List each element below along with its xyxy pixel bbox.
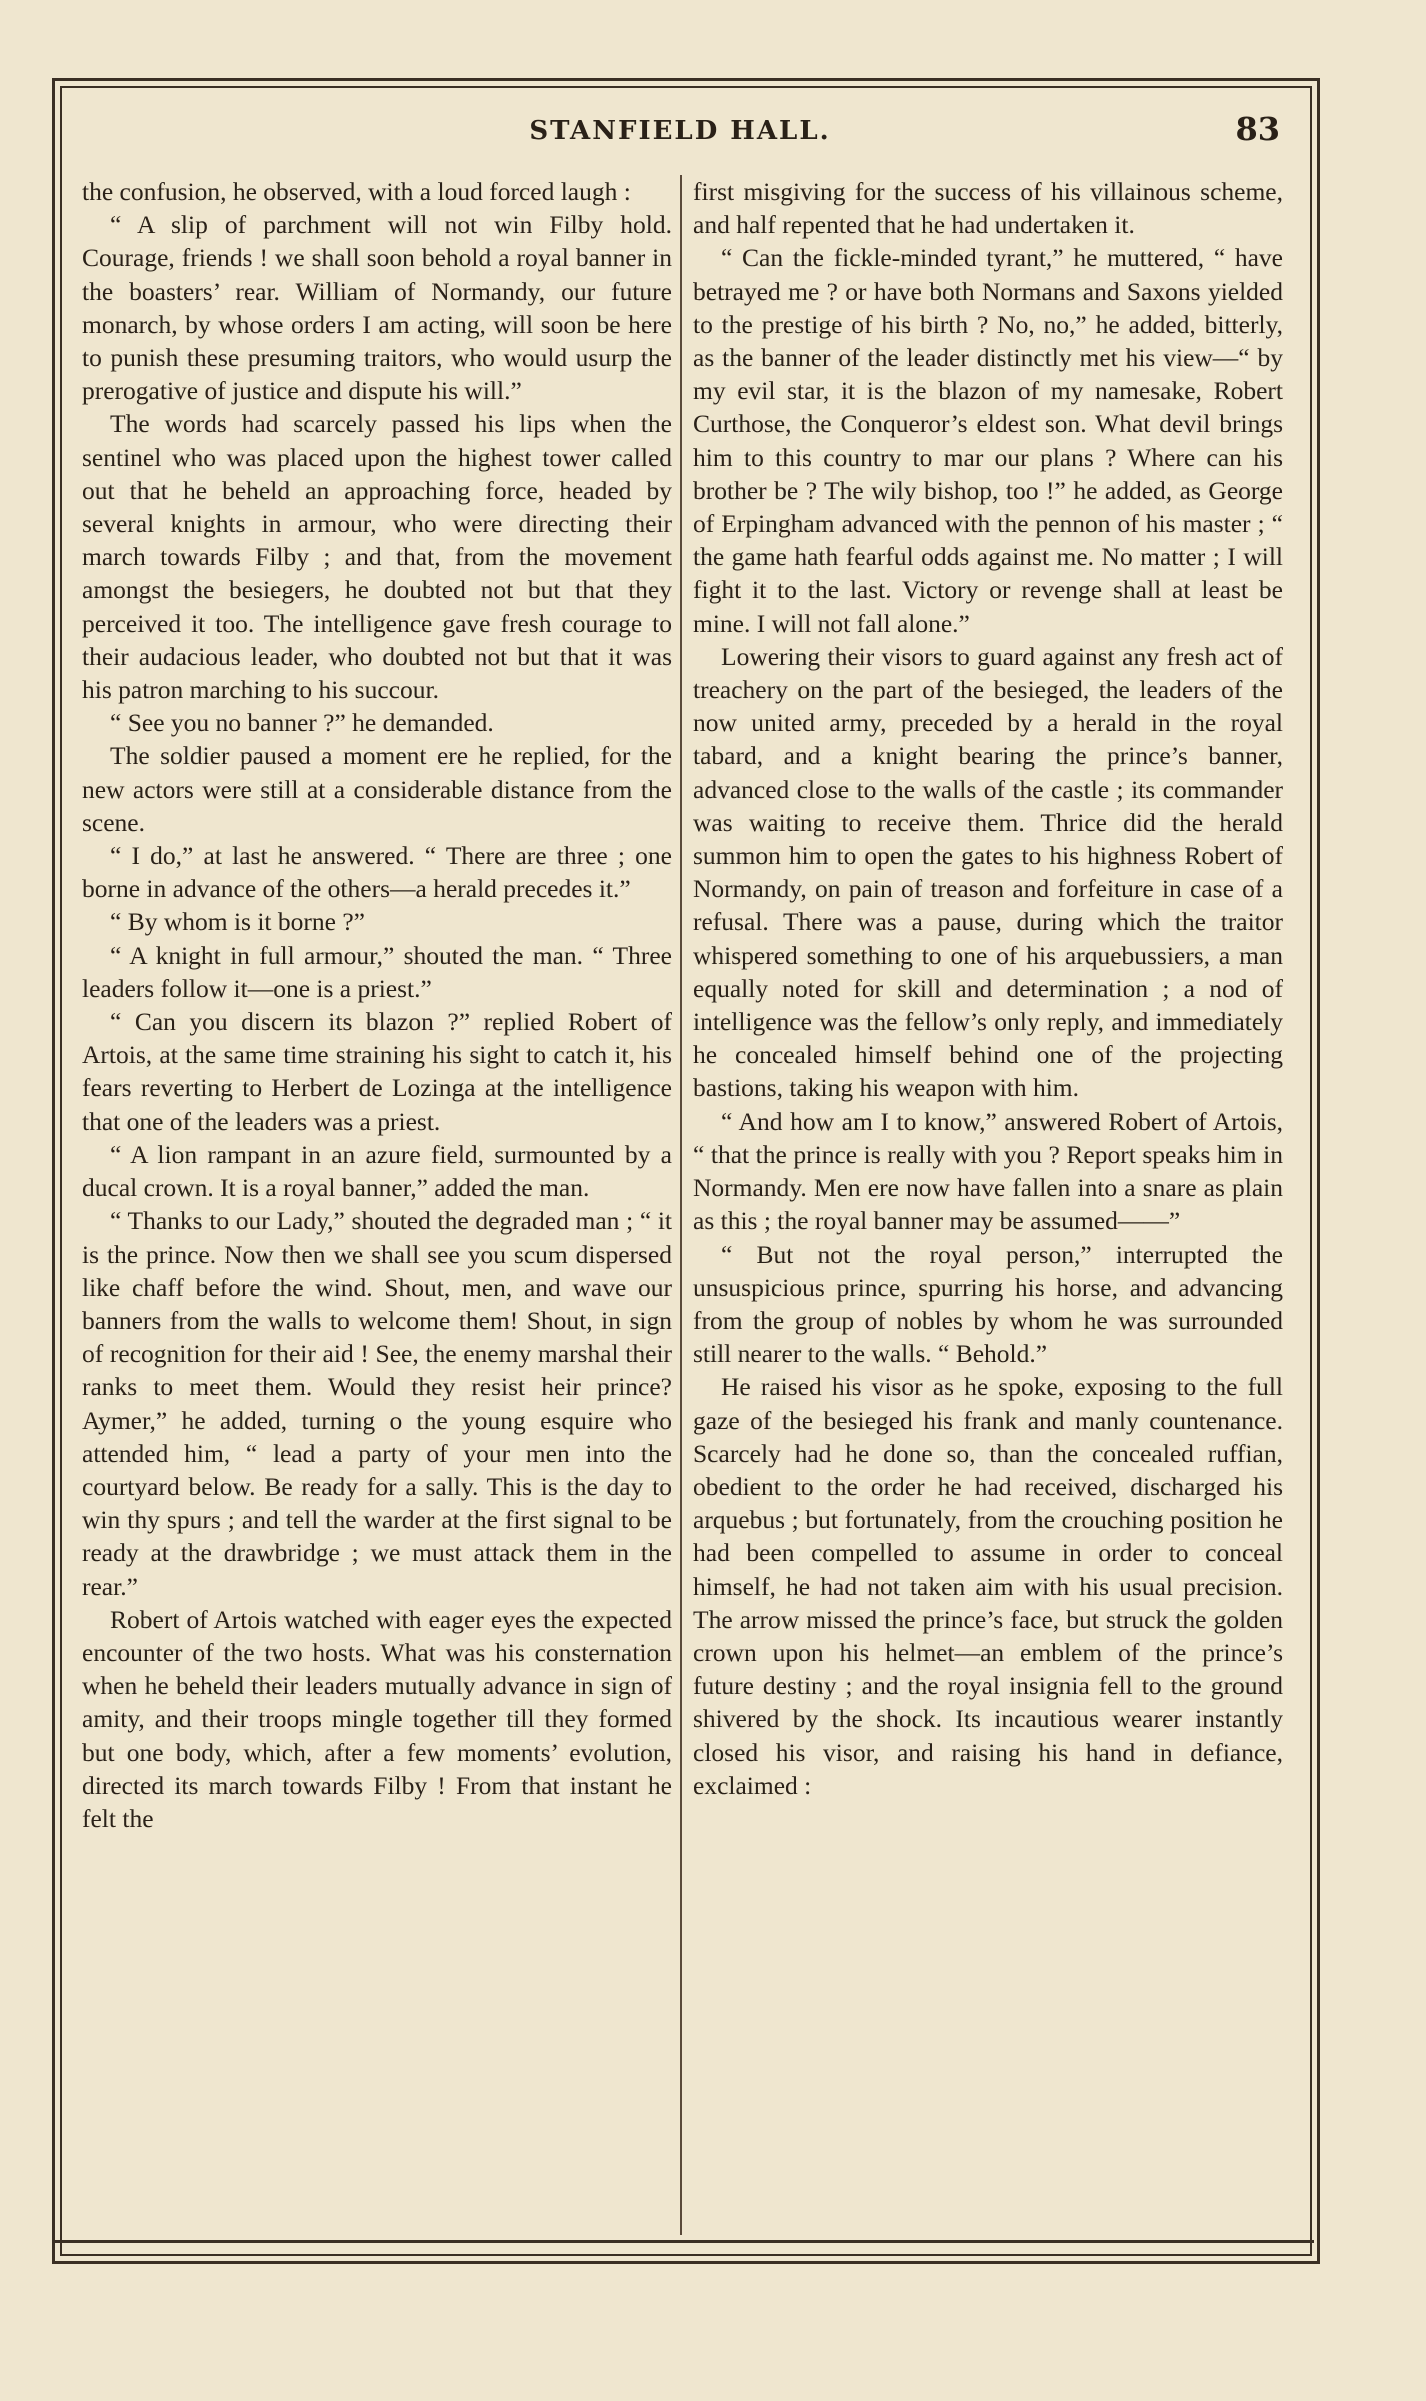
paragraph: first misgiving for the success of his villainous scheme, and half repented that he had undertaken it. xyxy=(693,177,1283,240)
paragraph: “ Can the fickle-minded tyrant,” he muttered, “ have betrayed me ? or have both Normans and Saxons yielded to the prestige of his birth ? No, no,” he added, bitterly, as the banner of the leader distinctly met his view—“ by my evil star, it is the blazon of my namesake, Robert Curthose, the Conqueror’s eldest son. What devil brings him to this country to mar our plans ? Where can his brother be ? The wily bishop, too !” he added, as George of Erpingham advanced with the pennon of his master ; “ the game hath fearful odds against me. No matter ; I will fight it to the last. Victory or revenge shall at least be mine. I will not fall alone.” xyxy=(693,243,1283,638)
paragraph: He raised his visor as he spoke, exposing to the full gaze of the besieged his frank and manly countenance. Scarcely had he done so, than the concealed ruffian, obedient to the order he had received, discharged his arquebus ; but fortunately, from the crouching position he had been compelled to assume in order to conceal himself, he had not taken aim with his usual precision. The arrow missed the prince’s face, but struck the golden crown upon his helmet—an emblem of the prince’s future destiny ; and the royal insignia fell to the ground shivered by the shock. Its incautious wearer instantly closed his visor, and raising his hand in defiance, exclaimed : xyxy=(693,1372,1283,1800)
paragraph: “ And how am I to know,” answered Robert of Artois, “ that the prince is really with you ? Report speaks him in Normandy. Men ere now have fallen into a snare as plain as this ; the royal banner may be assumed——” xyxy=(693,1106,1283,1236)
paragraph: “ But not the royal person,” interrupted the unsuspicious prince, spurring his horse, and advancing from the group of nobles by whom he was surrounded still nearer to the walls. “ Behold.” xyxy=(693,1239,1283,1369)
paragraph: “ A slip of parchment will not win Filby hold. Courage, friends ! we shall soon behold a royal banner in the boasters’ rear. William of Normandy, our future monarch, by whose orders I am acting, will soon be here to punish these presuming traitors, who would usurp the prerogative of justice and dispute his will.” xyxy=(82,210,672,406)
paragraph: Lowering their visors to guard against any fresh act of treachery on the part of the besieged, the leaders of the now united army, preceded by a herald in the royal tabard, and a knight bearing the prince’s banner, advanced close to the walls of the castle ; its commander was waiting to receive them. Thrice did the herald summon him to open the gates to his highness Robert of Normandy, on pain of treason and forfeiture in case of a refusal. There was a pause, during which the traitor whispered something to one of his arquebussiers, a man equally noted for skill and determination ; a nod of intelligence was the fellow’s only reply, and immediately he concealed himself behind one of the projecting bastions, taking his weapon with him. xyxy=(693,641,1283,1103)
paragraph: The soldier paused a moment ere he replied, for the new actors were still at a considerable distance from the scene. xyxy=(82,741,672,837)
left-column xyxy=(82,175,672,1835)
paragraph: The words had scarcely passed his lips when the sentinel who was placed upon the highest tower called out that he beheld an approaching force, headed by several knights in armour, who were directing their march towards Filby ; and that, from the movement amongst the besiegers, he doubted not but that they perceived it too. The intelligence gave fresh courage to their audacious leader, who doubted not but that it was his patron marching to his succour. xyxy=(82,409,672,705)
paragraph: “ I do,” at last he answered. “ There are three ; one borne in advance of the others—a herald precedes it.” xyxy=(82,841,672,904)
paragraph: the confusion, he observed, with a loud forced laugh : xyxy=(82,177,631,206)
page-header xyxy=(80,104,1280,164)
paragraph: “ By whom is it borne ?” xyxy=(110,907,365,937)
page-number: 83 xyxy=(1235,110,1280,148)
paragraph: “ A knight in full armour,” shouted the man. “ Three leaders follow it—one is a priest.” xyxy=(82,940,672,1003)
paragraph: Robert of Artois watched with eager eyes the expected encounter of the two hosts. What was his consternation when he beheld their leaders mutually advance in sign of amity, and their troops mingle together till they formed but one body, which, after a few moments’ evolution, directed its march towards Filby ! From that instant he felt the xyxy=(82,1604,672,1833)
paragraph: “ Thanks to our Lady,” shouted the degraded man ; “ it is the prince. Now then we shall see you scum dispersed like chaff before the wind. Shout, men, and wave our banners from the walls to welcome them! Shout, in sign of recognition for their aid ! See, the enemy marshal their ranks to meet them. Would they resist heir prince? Aymer,” he added, turning o the young esquire who attended him, “ lead a party of your men into the courtyard below. Be ready for a sally. This is the day to win thy spurs ; and tell the warder at the first signal to be ready at the drawbridge ; we must attack them in the rear.” xyxy=(82,1206,672,1601)
paragraph: “ See you no banner ?” he demanded. xyxy=(110,708,494,738)
right-column xyxy=(693,175,1283,1802)
paragraph: “ A lion rampant in an azure field, surmounted by a ducal crown. It is a royal banner,” added the man. xyxy=(82,1139,672,1203)
paragraph: “ Can you discern its blazon ?” replied Robert of Artois, at the same time straining his sight to catch it, his fears reverting to Herbert de Lozinga at the intelligence that one of the leaders was a priest. xyxy=(82,1007,672,1136)
running-title: STANFIELD HALL. xyxy=(529,116,831,146)
column-divider xyxy=(680,175,682,2235)
bottom-rule xyxy=(52,2240,1314,2243)
